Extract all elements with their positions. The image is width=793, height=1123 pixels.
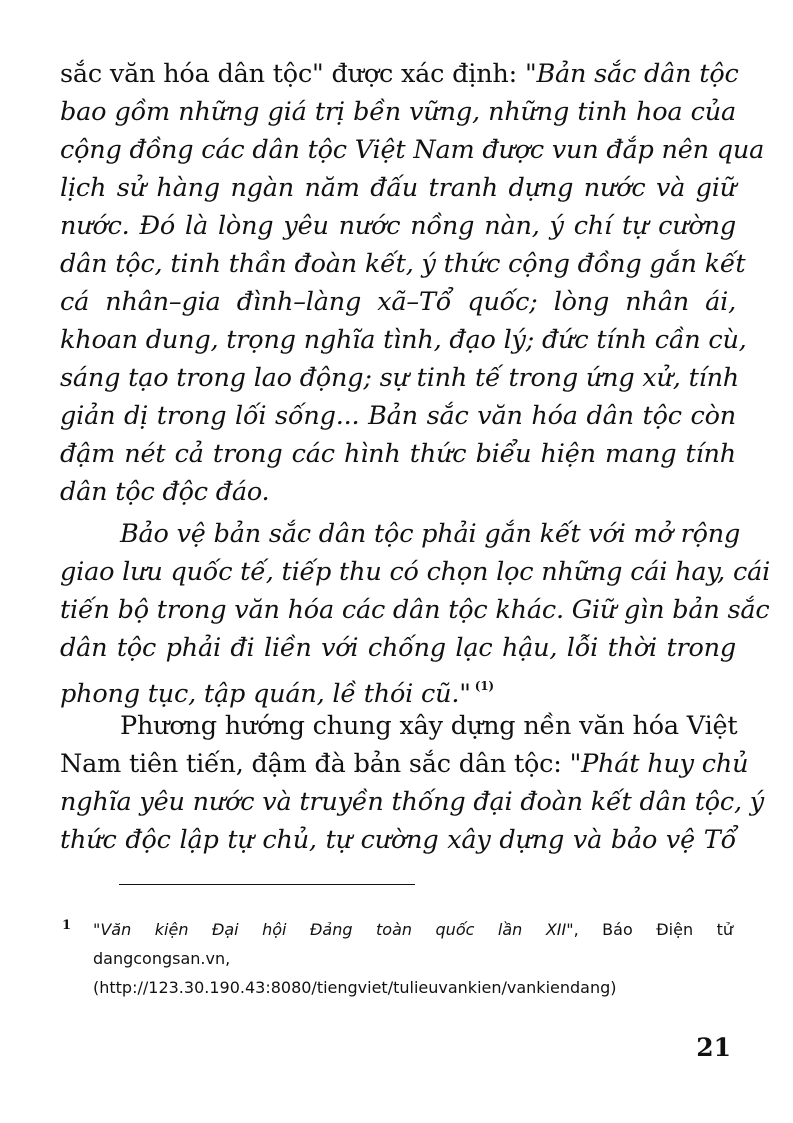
text-line: sáng tạo trong lao động; sự tinh tế trong ứng xử, tính bbox=[60, 363, 740, 393]
text-line: đậm nét cả trong các hình thức biểu hiện mang tính bbox=[60, 439, 736, 469]
text-line: thức độc lập tự chủ, tự cường xây dựng và bảo vệ Tổ bbox=[60, 825, 736, 855]
text-line: Nam tiên tiến, đậm đà bản sắc dân tộc: "Phát huy chủ bbox=[60, 749, 749, 779]
footnote-line: dangcongsan.vn, bbox=[93, 949, 231, 968]
text-line: nước. Đó là lòng yêu nước nồng nàn, ý chí tự cường bbox=[60, 211, 736, 241]
text-line: phong tục, tập quán, lề thói cũ." $^{(1)}$ bbox=[60, 679, 494, 709]
text-line: lịch sử hàng ngàn năm đấu tranh dựng nước và giữ bbox=[60, 173, 736, 203]
text-line: bao gồm những giá trị bền vững, những tinh hoa của bbox=[60, 97, 736, 127]
text-line: tiến bộ trong văn hóa các dân tộc khác. Giữ gìn bản sắc bbox=[60, 595, 770, 625]
text-line: sắc văn hóa dân tộc" được xác định: "Bản sắc dân tộc bbox=[60, 59, 739, 89]
text-line: Phương hướng chung xây dựng nền văn hóa Việt bbox=[120, 711, 738, 741]
footnote-marker: 1 bbox=[62, 918, 72, 933]
text-line: Bảo vệ bản sắc dân tộc phải gắn kết với mở rộng bbox=[120, 519, 741, 549]
text-line: cá nhân–gia đình–làng xã–Tổ quốc; lòng nhân ái, bbox=[60, 287, 736, 317]
footnote-url: (http://123.30.190.43:8080/tiengviet/tulieuvankien/vankiendang) bbox=[93, 978, 617, 997]
text-line: dân tộc phải đi liền với chống lạc hậu, lỗi thời trong bbox=[60, 633, 736, 663]
text-line: khoan dung, trọng nghĩa tình, đạo lý; đức tính cần cù, bbox=[60, 325, 747, 355]
footnote-divider bbox=[119, 884, 415, 885]
text-line: nghĩa yêu nước và truyền thống đại đoàn kết dân tộc, ý bbox=[60, 787, 765, 817]
text-line: cộng đồng các dân tộc Việt Nam được vun đắp nên qua bbox=[60, 135, 765, 165]
text-line: giản dị trong lối sống... Bản sắc văn hóa dân tộc còn bbox=[60, 401, 736, 431]
text-line: giao lưu quốc tế, tiếp thu có chọn lọc những cái hay, cái bbox=[60, 557, 771, 587]
text-line: dân tộc độc đáo. bbox=[60, 477, 270, 507]
text-line: dân tộc, tinh thần đoàn kết, ý thức cộng đồng gắn kết bbox=[60, 249, 746, 279]
footnote-line: "Văn kiện Đại hội Đảng toàn quốc lần XII", Báo Điện tử bbox=[93, 920, 733, 939]
footnote-reference: (1) bbox=[474, 679, 494, 693]
page-number: 21 bbox=[696, 1033, 731, 1062]
